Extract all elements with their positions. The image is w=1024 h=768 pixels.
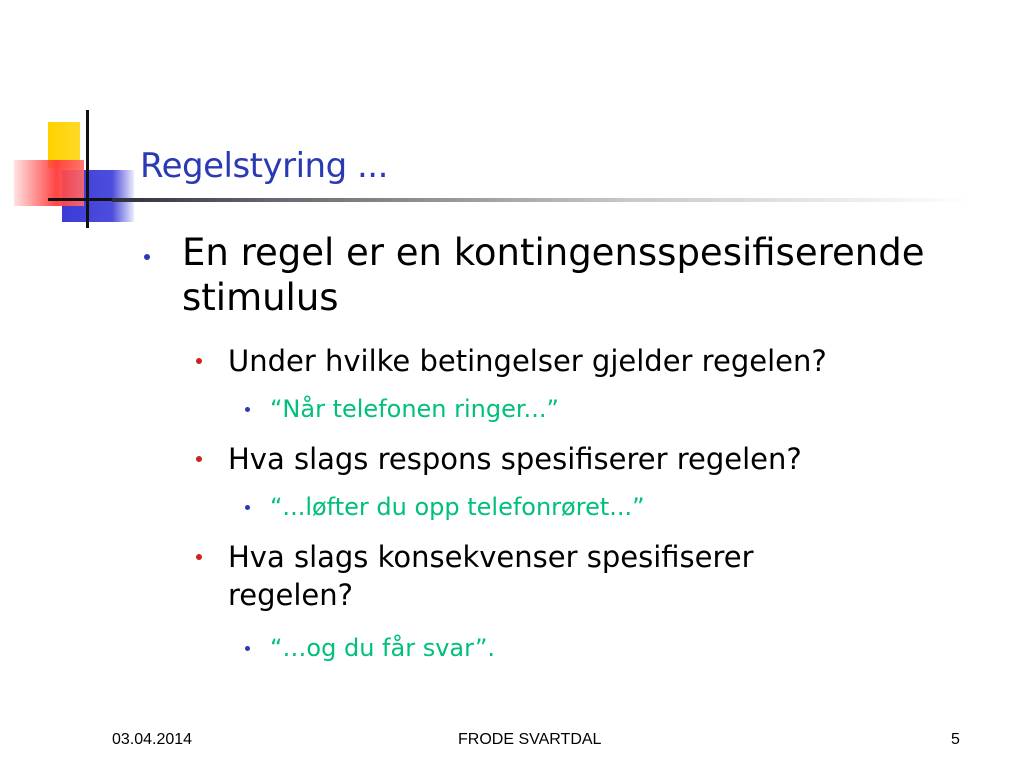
bullet-text: “…og du får svar”. — [270, 634, 496, 662]
bullet-text: Under hvilke betingelser gjelder regelen? — [228, 344, 827, 378]
bullet-level3 — [240, 491, 940, 523]
bullet-level2 — [190, 538, 870, 614]
footer-author: FRODE SVARTDAL — [458, 731, 602, 748]
logo-horizontal-line — [48, 198, 118, 201]
bullet-level1 — [140, 230, 1000, 320]
bullet-text: En regel er en kontingensspesifiserende stimulus — [182, 231, 925, 319]
bullet-dot-icon — [245, 407, 250, 412]
bullet-dot-icon — [196, 554, 202, 560]
bullet-dot-icon — [245, 505, 250, 510]
footer-page-number: 5 — [951, 731, 960, 748]
slide-logo-graphic — [0, 0, 160, 240]
bullet-text: Hva slags konsekvenser spesifiserer regelen? — [228, 540, 754, 612]
title-underline — [112, 198, 972, 202]
bullet-level2 — [190, 342, 970, 380]
bullet-dot-icon — [245, 646, 250, 651]
logo-vertical-line — [86, 110, 89, 228]
bullet-dot-icon — [196, 358, 202, 364]
bullet-dot-icon — [144, 254, 150, 260]
bullet-level3 — [240, 393, 940, 425]
bullet-dot-icon — [196, 456, 202, 462]
footer-date: 03.04.2014 — [112, 731, 193, 748]
bullet-text: “Når telefonen ringer...” — [270, 395, 559, 423]
bullet-text: “...løfter du opp telefonrøret...” — [270, 493, 645, 521]
bullet-text: Hva slags respons spesifiserer regelen? — [228, 442, 802, 476]
bullet-level3 — [240, 632, 940, 664]
slide-title: Regelstyring ... — [140, 146, 388, 186]
bullet-level2 — [190, 440, 970, 478]
